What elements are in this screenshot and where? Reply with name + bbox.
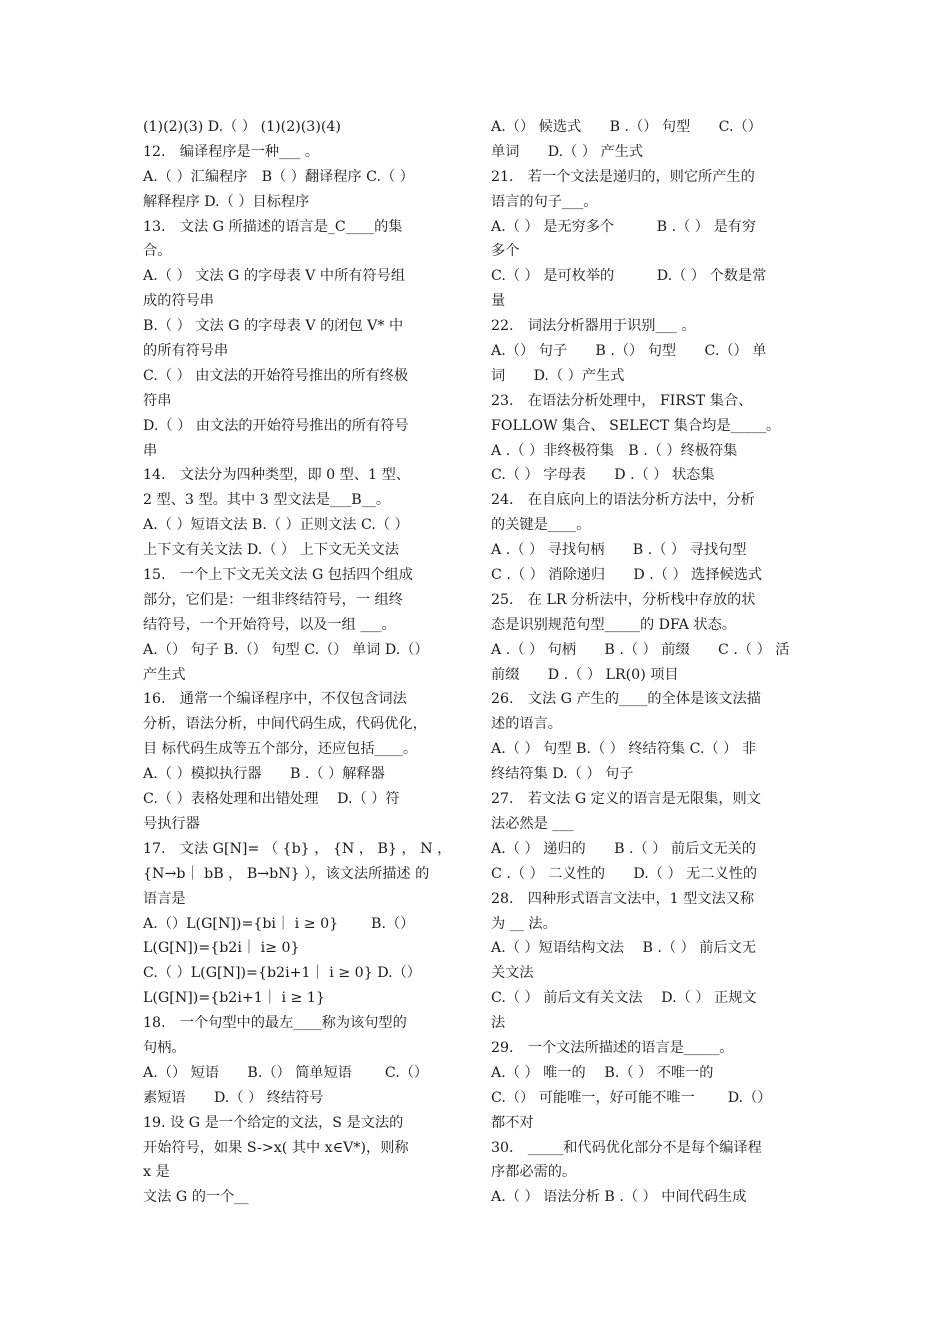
right-column-text-line: C .（ ） 二义性的 D.（ ） 无二义性的	[491, 865, 758, 882]
left-column-text-line: 目 标代码生成等五个部分，还应包括____。	[143, 741, 418, 758]
right-column-text-line: 的关键是____。	[491, 517, 591, 534]
left-column-text-line: A.（ ）模拟执行器 B .（ ）解释器	[143, 766, 385, 783]
left-column-text-line: 成的符号串	[143, 293, 214, 310]
left-column-text-line: 产生式	[143, 666, 186, 683]
right-column-text-line: 23. 在语法分析处理中， FIRST 集合、	[491, 392, 753, 409]
right-column-text-line: 24. 在自底向上的语法分析方法中，分析	[491, 492, 755, 509]
right-column-text-line: C.（） 可能唯一，好可能不唯一 D.（）	[491, 1089, 772, 1106]
right-column-text-line: 序都必需的。	[491, 1164, 577, 1181]
left-column-text-line: 句柄。	[143, 1039, 186, 1056]
left-column-text-line: B.（ ） 文法 G 的字母表 V 的闭包 V* 中	[143, 318, 404, 335]
left-column-text-line: 16. 通常一个编译程序中，不仅包含词法	[143, 691, 407, 708]
right-column-text-line: A .（ ）非终极符集 B .（ ）终极符集	[491, 442, 738, 459]
right-column	[491, 115, 813, 1210]
left-column-text-line: x 是	[143, 1164, 170, 1181]
left-column-text-line: 号执行器	[143, 815, 200, 832]
right-column-text-line: 前缀 D .（ ） LR(0) 项目	[491, 666, 679, 683]
left-column-text-line: C.（ ） 由文法的开始符号推出的所有终极	[143, 367, 409, 384]
right-column-text-line: 态是识别规范句型_____的 DFA 状态。	[491, 616, 736, 633]
left-column-text-line: A.（ ）短语文法 B.（ ）正则文法 C.（ ）	[143, 517, 409, 534]
left-column-text-line: {N→b｜ bB ， B→bN} ），该文法所描述 的	[143, 865, 430, 882]
right-column-text-line: 28. 四种形式语言文法中，1 型文法又称	[491, 890, 755, 907]
right-column-text-line: FOLLOW 集合、 SELECT 集合均是_____。	[491, 417, 781, 434]
left-column-text-line: A.（ ） 文法 G 的字母表 V 中所有符号组	[143, 268, 406, 285]
right-column-text-line: 25. 在 LR 分析法中，分析栈中存放的状	[491, 591, 756, 608]
right-column-text-line: C .（ ） 消除递归 D .（ ） 选择候选式	[491, 567, 763, 584]
right-column-text-line: 30. _____和代码优化部分不是每个编译程	[491, 1139, 762, 1156]
left-column-text-line: 文法 G 的一个__	[143, 1189, 249, 1206]
right-column-text-line: 多个	[491, 243, 520, 260]
left-column-text-line: A.（） 句子 B.（） 句型 C.（） 单词 D.（）	[143, 641, 429, 658]
left-column-text-line: 19. 设 G 是一个给定的文法，S 是文法的	[143, 1114, 404, 1131]
right-column-text-line: 22. 词法分析器用于识别___ 。	[491, 318, 696, 335]
left-column-text-line: 18. 一个句型中的最左____称为该句型的	[143, 1015, 407, 1032]
right-column-text-line: 语言的句子___。	[491, 193, 598, 210]
left-column-text-line: L(G[N])={b2i+1｜ i ≥ 1}	[143, 990, 325, 1007]
right-column-text-line: 单词 D.（ ） 产生式	[491, 143, 644, 160]
right-column-text-line: A.（ ）短语结构文法 B .（ ） 前后文无	[491, 940, 757, 957]
right-column-text-line: A.（ ） 句型 B.（ ） 终结符集 C.（ ） 非	[491, 741, 757, 758]
left-column-text-line: A.（ ）汇编程序 B（ ）翻译程序 C.（ ）	[143, 168, 414, 185]
left-column-text-line: D.（ ） 由文法的开始符号推出的所有符号	[143, 417, 409, 434]
left-column-text-line: A.（）L(G[N])={bi｜ i ≥ 0} B.（）	[143, 915, 415, 932]
right-column-text-line: 终结符集 D.（ ） 句子	[491, 766, 634, 783]
right-column-text-line: 述的语言。	[491, 716, 562, 733]
right-column-text-line: 量	[491, 293, 506, 310]
left-column-text-line: 语言是	[143, 890, 186, 907]
left-column-text-line: 分析，语法分析，中间代码生成，代码优化，	[143, 716, 427, 733]
right-column-text-line: 法	[491, 1015, 506, 1032]
right-column-text-line: C.（ ） 是可枚举的 D.（ ） 个数是常	[491, 268, 767, 285]
right-column-text-line: 关文法	[491, 965, 534, 982]
right-column-text-line: 29. 一个文法所描述的语言是_____。	[491, 1039, 734, 1056]
right-column-text-line: A.（ ） 唯一的 B.（ ） 不唯一的	[491, 1064, 714, 1081]
right-column-text-line: A.（ ） 是无穷多个 B .（ ） 是有穷	[491, 218, 757, 235]
left-column	[143, 115, 465, 1210]
left-column-text-line: 的所有符号串	[143, 343, 229, 360]
left-column-text-line: 合。	[143, 243, 172, 260]
left-column-text-line: (1)(2)(3) D.（ ） (1)(2)(3)(4)	[143, 119, 341, 135]
left-column-text-line: 符串	[143, 392, 172, 409]
left-column-text-line: A.（） 短语 B.（） 简单短语 C.（）	[143, 1064, 429, 1081]
left-column-text-line: 素短语 D.（ ） 终结符号	[143, 1089, 324, 1106]
right-column-text-line: A .（ ） 句柄 B .（ ） 前缀 C .（ ） 活	[491, 641, 790, 658]
right-column-text-line: 27. 若文法 G 定义的语言是无限集，则文	[491, 791, 761, 808]
right-column-text-line: 法必然是 ___	[491, 815, 574, 832]
left-column-text-line: 2 型、3 型。其中 3 型文法是___B__。	[143, 492, 391, 509]
right-column-text-line: A.（） 句子 B .（） 句型 C.（） 单	[491, 343, 767, 360]
right-column-text-line: 为 __ 法。	[491, 915, 557, 932]
left-column-text-line: 开始符号，如果 S->x( 其中 x∈V*)，则称	[143, 1139, 409, 1156]
right-column-text-line: 词 D.（ ）产生式	[491, 367, 625, 384]
left-column-text-line: 部分，它们是：一组非终结符号，一 组终	[143, 591, 403, 608]
left-column-text-line: 结符号，一个开始符号，以及一组 ___。	[143, 616, 396, 633]
right-column-text-line: A.（ ） 递归的 B .（ ） 前后文无关的	[491, 840, 757, 857]
right-column-text-line: A.（） 候选式 B .（） 句型 C.（）	[491, 119, 762, 135]
left-column-text-line: C.（ ）L(G[N])={b2i+1｜ i ≥ 0} D.（）	[143, 965, 421, 982]
left-column-text-line: 14. 文法分为四种类型，即 0 型、1 型、	[143, 467, 410, 484]
left-column-text-line: 17. 文法 G[N]= （ {b} ， {N ， B} ， N ，	[143, 840, 452, 857]
right-column-text-line: A.（ ） 语法分析 B .（ ） 中间代码生成	[491, 1189, 747, 1206]
right-column-text-line: 21. 若一个文法是递归的，则它所产生的	[491, 168, 755, 185]
left-column-text-line: 上下文有关文法 D.（ ） 上下文无关文法	[143, 542, 399, 559]
right-column-text-line: 26. 文法 G 产生的____的全体是该文法描	[491, 691, 761, 708]
left-column-text-line: C.（ ）表格处理和出错处理 D.（ ）符	[143, 791, 400, 808]
right-column-text-line: C.（ ） 前后文有关文法 D.（ ） 正规文	[491, 990, 757, 1007]
left-column-text-line: 串	[143, 442, 158, 459]
right-column-text-line: 都不对	[491, 1114, 534, 1131]
left-column-text-line: 解释程序 D.（ ）目标程序	[143, 193, 310, 210]
left-column-text-line: L(G[N])={b2i｜ i≥ 0}	[143, 940, 300, 957]
right-column-text-line: C.（ ） 字母表 D .（ ） 状态集	[491, 467, 715, 484]
left-column-text-line: 15. 一个上下文无关文法 G 包括四个组成	[143, 567, 413, 584]
right-column-text-line: A .（ ） 寻找句柄 B .（ ） 寻找句型	[491, 542, 747, 559]
left-column-text-line: 12. 编译程序是一种___ 。	[143, 143, 320, 160]
left-column-text-line: 13. 文法 G 所描述的语言是_C____的集	[143, 218, 403, 235]
